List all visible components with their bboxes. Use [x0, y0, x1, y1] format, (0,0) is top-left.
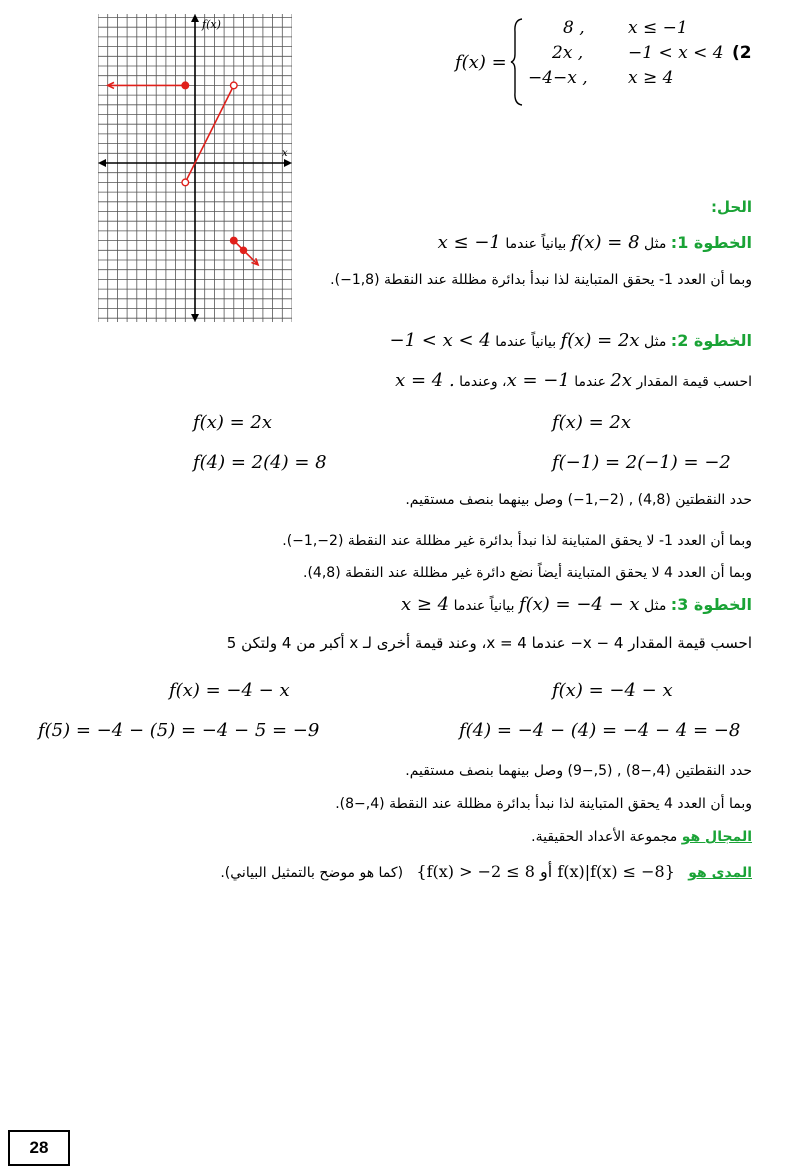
domain-text: مجموعة الأعداد الحقيقية.	[531, 829, 678, 845]
step2-calc-left-2: f(4) = 2(4) = 8	[193, 452, 327, 473]
step3-points-line: حدد النقطتين (4,−8) , (5,−9) وصل بينهما بنصف مستقيم.	[405, 763, 752, 779]
segment-3-start-closed-point	[231, 237, 238, 244]
step3-line	[401, 594, 752, 615]
domain-label: المجال هو	[681, 829, 752, 845]
step1-text2: بيانياً عندما	[505, 236, 567, 252]
x-axis-label: x	[282, 148, 288, 159]
step3-label: الخطوة 3:	[670, 595, 752, 614]
y-axis-up-arrow	[191, 14, 199, 22]
segment-2-start-open-point	[182, 179, 189, 186]
step2-cond: −1 < x < 4	[389, 330, 491, 351]
y-axis-label: f(x)	[202, 18, 221, 31]
step2-text2: بيانياً عندما	[495, 334, 557, 350]
cases-brace	[510, 18, 524, 106]
case-2-value: 2x ,	[552, 43, 584, 63]
function-lhs: f(x) =	[455, 52, 507, 73]
range-set: {f(x)|f(x) ≤ −8 أو 8 ≥ f(x) > −2}	[416, 862, 675, 881]
step3-expr: f(x) = −4 − x	[518, 594, 640, 615]
step3-cond: x ≥ 4	[400, 594, 450, 615]
step3-text: مثل	[644, 598, 667, 614]
graph-plot	[108, 82, 258, 265]
step2-eval-text-d: ، وعندما	[459, 374, 507, 390]
step1-explanation: وبما أن العدد 1- يحقق المتباينة لذا نبدأ بدائرة مظللة عند النقطة (1,8−).	[330, 272, 752, 288]
step1-line	[438, 232, 752, 253]
step2-calc-left-1: f(x) = 2x	[193, 412, 272, 433]
step3-calc-right-2: f(4) = −4 − (4) = −4 − 4 = −8	[459, 720, 741, 741]
step2-eval-x1: x = −1	[506, 370, 570, 391]
segment-3-point-1	[240, 247, 247, 254]
step3-calc-right-1: f(x) = −4 − x	[552, 680, 673, 701]
case-3-value: −4−x ,	[528, 68, 588, 88]
step3-evaluate-line: احسب قيمة المقدار x − 4− عندما x = 4، وعند قيمة أخرى لـ x أكبر من 4 ولتكن 5	[226, 634, 752, 652]
case-1-cond: x ≤ −1	[628, 18, 688, 38]
step1-label: الخطوة 1:	[670, 233, 752, 252]
step2-eval-x2: x = 4 .	[395, 370, 455, 391]
step2-expr: f(x) = 2x	[560, 330, 640, 351]
step3-closed-circle: وبما أن العدد 4 يحقق المتباينة لذا نبدأ بدائرة مظللة عند النقطة (4,−8).	[335, 796, 752, 812]
step3-text2: بيانياً عندما	[453, 598, 515, 614]
range-line	[220, 862, 752, 881]
range-label: المدى هو	[688, 865, 752, 881]
segment-2-end-open-point	[231, 82, 238, 89]
step1-expr: f(x) = 8	[570, 232, 640, 253]
page-number: 28	[8, 1130, 70, 1166]
x-axis-right-arrow	[284, 159, 292, 167]
solution-heading: الحل:	[711, 198, 752, 216]
case-3-cond: x ≥ 4	[628, 68, 674, 88]
step3-calc-left-2: f(5) = −4 − (5) = −4 − 5 = −9	[38, 720, 320, 741]
problem-number: (2	[732, 43, 752, 63]
step2-eval-text-a: احسب قيمة المقدار	[636, 374, 752, 390]
range-note: (كما هو موضح بالتمثيل البياني).	[220, 865, 404, 881]
function-graph	[98, 14, 292, 322]
step2-text: مثل	[644, 334, 667, 350]
segment-1-start-closed-point	[182, 82, 189, 89]
step1-text: مثل	[644, 236, 667, 252]
case-2-cond: −1 < x < 4	[628, 43, 724, 63]
step2-eval-expr: 2x	[610, 370, 633, 391]
case-1-value: 8 ,	[563, 18, 585, 38]
step2-eval-text-b: عندما	[574, 374, 606, 390]
step2-open-circle-1: وبما أن العدد 1- لا يحقق المتباينة لذا نبدأ بدائرة غير مظللة عند النقطة (2−,1−).	[282, 533, 752, 549]
step2-points-line: حدد النقطتين (4,8) , (2−,1−) وصل بينهما بنصف مستقيم.	[405, 492, 752, 508]
step2-calc-right-2: f(−1) = 2(−1) = −2	[552, 452, 731, 473]
step2-line	[390, 330, 752, 351]
step2-label: الخطوة 2:	[670, 331, 752, 350]
step1-cond: x ≤ −1	[437, 232, 501, 253]
step2-calc-right-1: f(x) = 2x	[552, 412, 631, 433]
domain-line	[531, 829, 752, 845]
step2-evaluate-line	[395, 370, 752, 391]
step3-calc-left-1: f(x) = −4 − x	[169, 680, 290, 701]
x-axis-left-arrow	[98, 159, 106, 167]
step2-open-circle-2: وبما أن العدد 4 لا يحقق المتباينة أيضاً نضع دائرة غير مظللة عند النقطة (4,8).	[303, 565, 752, 581]
